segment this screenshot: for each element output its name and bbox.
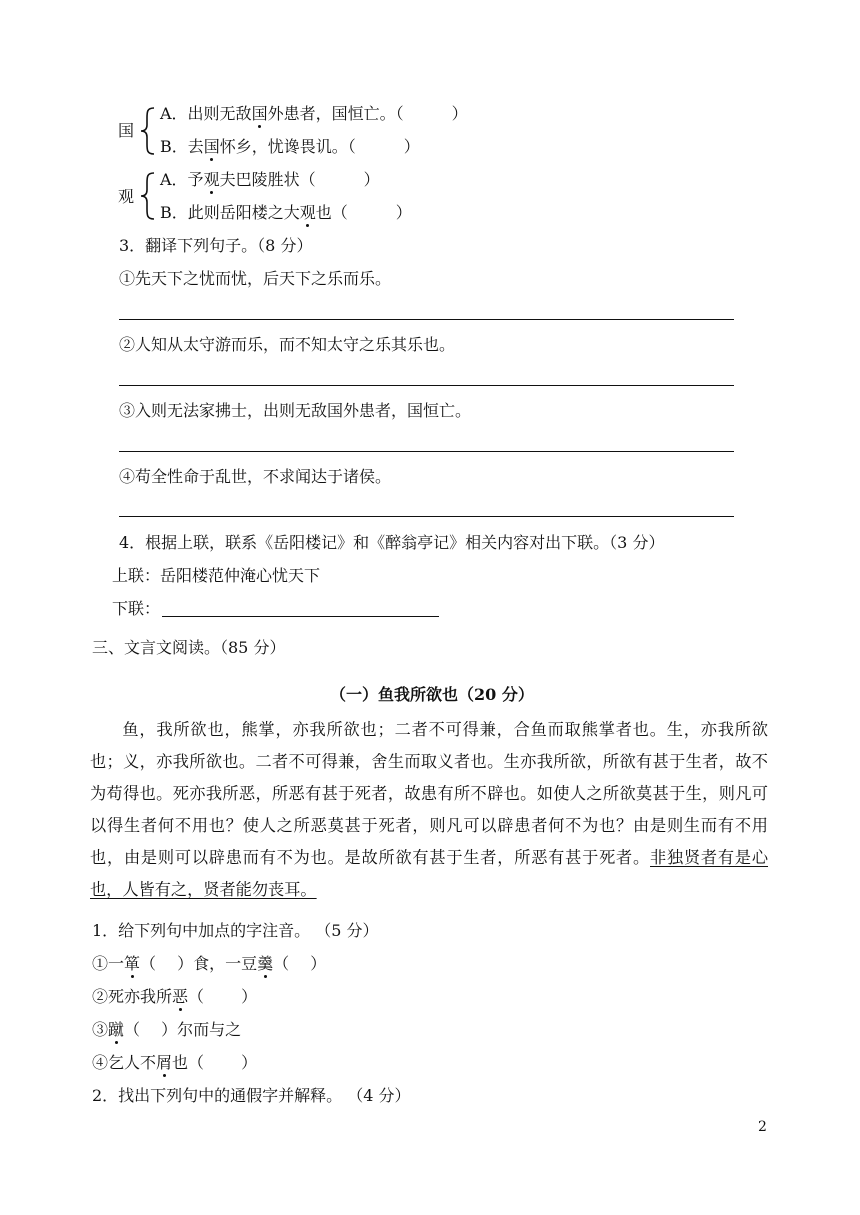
q4-title: 4．根据上联，联系《岳阳楼记》和《醉翁亭记》相关内容对出下联。（3 分） (119, 533, 665, 552)
lower-couplet-answer-line[interactable] (162, 616, 439, 617)
passage-main: 鱼，我所欲也，熊掌，亦我所欲也；二者不可得兼，合鱼而取熊掌者也。生，亦我所欲也；义，亦我所欲也。二者不可得兼，舍生而取义者也。生亦我所欲，所欲有甚于生者，故不为苟得也。死亦我所恶，所恶有甚于死者，故患有所不辟也。如使人之所欲莫甚于生，则凡可以得生者何不用也？使人之所恶莫甚于死者，则凡可以辟患者何不为也？由是则生而有不用也，由是则可以辟患而有不为也。是故所欲有甚于生者，所恶有甚于死者。 (90, 720, 768, 867)
answer-line-4[interactable] (119, 516, 734, 517)
guan-brace (138, 171, 158, 221)
q3-item-4: ④苟全性命于乱世，不求闻达于诸侯。 (119, 467, 392, 486)
answer-line-1[interactable] (119, 319, 734, 320)
section-three-heading: 三、文言文阅读。（85 分） (92, 638, 286, 657)
guo-char: 国 (118, 121, 135, 140)
passage-text (90, 714, 768, 906)
passage-q1-item-1: ①一箪（ ）食，一豆羹（ ） (92, 954, 327, 973)
page-number: 2 (758, 1119, 767, 1135)
guan-option-a: A．予观夫巴陵胜状（ ） (160, 170, 380, 189)
q3-item-1: ①先天下之忧而忧，后天下之乐而乐。 (119, 269, 392, 288)
q4-lower-label: 下联： (112, 599, 161, 618)
passage-title: （一）鱼我所欲也（20 分） (330, 685, 534, 704)
passage-q1-title: 1．给下列句中加点的字注音。 （5 分） (92, 921, 379, 940)
guo-option-a: A．出则无敌国外患者，国恒亡。（ ） (160, 104, 468, 123)
guan-option-b: B．此则岳阳楼之大观也（ ） (160, 203, 412, 222)
answer-line-3[interactable] (119, 451, 734, 452)
passage-q1-item-4: ④乞人不屑也（ ） (92, 1053, 258, 1072)
guan-char: 观 (118, 187, 135, 206)
guo-option-b: B．去国怀乡，忧谗畏讥。（ ） (160, 137, 420, 156)
passage-q1-item-3: ③蹴（ ）尔而与之 (92, 1020, 242, 1039)
q3-item-3: ③入则无法家拂士，出则无敌国外患者，国恒亡。 (119, 401, 472, 420)
answer-line-2[interactable] (119, 385, 734, 386)
guo-brace (138, 106, 158, 156)
passage-q1-item-2: ②死亦我所恶（ ） (92, 987, 258, 1006)
passage-q2-title: 2．找出下列句中的通假字并解释。 （4 分） (92, 1086, 411, 1105)
passage-underlined: 非独贤者有是心也，人皆有之，贤者能勿丧耳。 (90, 848, 769, 899)
q4-upper-couplet: 上联：岳阳楼范仲淹心忧天下 (112, 566, 321, 585)
q3-title: 3．翻译下列句子。（8 分） (119, 236, 313, 255)
q3-item-2: ②人知从太守游而乐，而不知太守之乐其乐也。 (119, 335, 456, 354)
